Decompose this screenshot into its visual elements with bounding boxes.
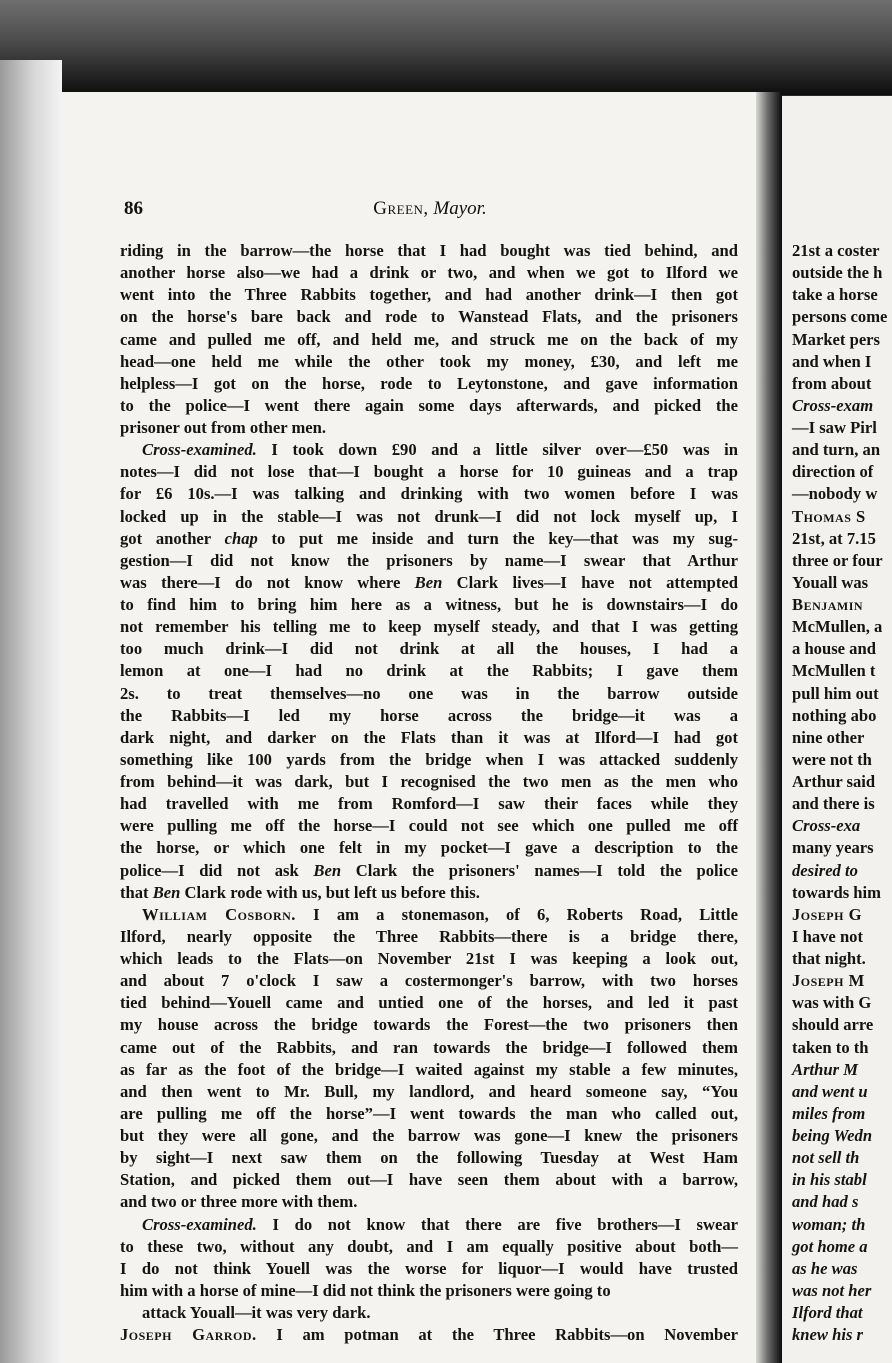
text-segment: Clark the prisoners' names—I told the police <box>341 860 738 880</box>
facing-text-line <box>792 373 892 395</box>
facing-text-line <box>792 1258 892 1280</box>
text-segment: police—I did not ask <box>120 860 314 880</box>
text-segment: I am a stonemason, of 6, Roberts Road, Little <box>295 904 738 924</box>
text-segment: chap <box>224 528 258 548</box>
text-line <box>120 771 738 793</box>
facing-text-line <box>792 506 892 528</box>
text-segment: Ben <box>152 882 181 902</box>
text-line <box>120 329 738 351</box>
facing-text-line <box>792 1214 892 1236</box>
text-segment: prisoner out from other men. <box>120 418 327 437</box>
running-head-name: Green, <box>373 198 429 219</box>
text-segment: Market pers <box>792 329 881 349</box>
text-segment: 21st a coster <box>792 241 880 260</box>
facing-text-line <box>792 417 892 439</box>
text-segment: got home a <box>792 1236 868 1256</box>
facing-text-line <box>792 572 892 594</box>
text-line <box>120 351 738 373</box>
text-line <box>120 948 738 970</box>
text-segment: was not her <box>792 1280 872 1300</box>
text-segment: got another <box>120 528 225 548</box>
text-segment: the horse, or which one felt in my pocket—I gave a description to the <box>120 838 738 858</box>
facing-text-line <box>792 837 892 859</box>
facing-text-line <box>792 594 892 616</box>
text-segment: to find him to bring him here as a witness, but he is downstairs—I do <box>120 595 738 614</box>
text-segment: taken to th <box>792 1037 869 1057</box>
facing-text-line <box>792 1147 892 1169</box>
text-segment: and when I <box>792 351 872 371</box>
text-segment: Ilford that <box>792 1303 863 1322</box>
text-segment: to these two, without any doubt, and I am equally positive about both— <box>120 1236 738 1256</box>
text-segment: towards him <box>792 882 881 902</box>
text-segment: that <box>120 882 153 902</box>
text-line <box>120 1214 738 1236</box>
text-segment: went into the Three Rabbits together, and had another drink—I then got <box>120 285 738 305</box>
book-top-shadow <box>0 0 892 95</box>
text-segment: direction of <box>792 462 874 482</box>
facing-text-line <box>792 860 892 882</box>
facing-text-line <box>792 638 892 660</box>
text-segment: riding in the barrow—the horse that I had bought was tied behind, and <box>120 241 738 260</box>
text-segment: Arthur said <box>792 772 876 791</box>
text-line <box>120 860 738 882</box>
facing-text-line <box>792 1191 892 1213</box>
text-segment: nine other <box>792 727 865 747</box>
text-segment: something like 100 yards from the bridge when I was attacked suddenly <box>120 749 738 769</box>
facing-text-line <box>792 528 892 550</box>
text-segment: outside the h <box>792 263 883 283</box>
text-segment: attack Youall—it was very dark. <box>142 1303 371 1322</box>
text-segment: Benjamin <box>792 595 864 614</box>
text-line <box>120 749 738 771</box>
facing-text-line <box>792 1302 892 1324</box>
text-line <box>120 1280 738 1302</box>
text-line <box>120 417 738 439</box>
facing-text-line <box>792 395 892 417</box>
text-segment: and there is <box>792 794 875 814</box>
text-segment: lemon at one—I had no drink at the Rabbits; I gave them <box>120 661 738 681</box>
text-segment: from behind—it was dark, but I recognised the two men as the men who <box>120 772 738 791</box>
facing-text-line <box>792 904 892 926</box>
facing-text-line <box>792 1081 892 1103</box>
text-line <box>120 904 738 926</box>
text-segment: Station, and picked them out—I have seen them about with a barrow, <box>120 1170 738 1190</box>
facing-text-line <box>792 926 892 948</box>
text-line <box>120 793 738 815</box>
facing-text-line <box>792 1169 892 1191</box>
facing-text-line <box>792 1103 892 1125</box>
text-line <box>120 638 738 660</box>
text-segment: head—one held me while the other took my money, £30, and left me <box>120 351 738 371</box>
facing-text-line <box>792 683 892 705</box>
text-segment: Clark rode with us, but left us before this. <box>180 882 480 902</box>
text-segment: came out of the Rabbits, and ran towards the bridge—I followed them <box>120 1037 738 1057</box>
facing-text-line <box>792 550 892 572</box>
text-segment: and about 7 o'clock I saw a costermonger's barrow, with two horses <box>120 971 738 991</box>
text-segment: woman; th <box>792 1214 866 1234</box>
text-segment: Joseph G <box>792 904 863 924</box>
facing-text-line <box>792 749 892 771</box>
text-line <box>120 815 738 837</box>
text-line <box>120 727 738 749</box>
text-line <box>120 439 738 461</box>
text-segment: Arthur M <box>792 1059 858 1079</box>
facing-text-line <box>792 1037 892 1059</box>
text-segment: from about <box>792 373 872 393</box>
text-line <box>120 882 738 904</box>
text-line <box>120 1147 738 1169</box>
facing-text-line <box>792 240 892 262</box>
text-segment: pull him out <box>792 683 879 703</box>
text-segment: —I saw Pirl <box>792 418 877 437</box>
text-line <box>120 550 738 572</box>
text-segment: tied behind—Youell came and untied one of the horses, and led it past <box>120 993 738 1013</box>
facing-text-line <box>792 970 892 992</box>
text-line <box>120 506 738 528</box>
text-segment: —nobody w <box>792 484 878 504</box>
text-line <box>120 837 738 859</box>
text-line <box>120 705 738 727</box>
text-line <box>120 616 738 638</box>
text-segment: in his stabl <box>792 1170 867 1190</box>
text-segment: not remember his telling me to keep myself steady, and that I was getting <box>120 617 738 637</box>
facing-text-line <box>792 1280 892 1302</box>
text-segment: Joseph M <box>792 971 865 991</box>
text-segment: helpless—I got on the horse, rode to Leytonstone, and gave information <box>120 373 738 393</box>
text-segment: gestion—I did not know the prisoners by name—I swear that Arthur <box>120 550 738 570</box>
text-segment: him with a horse of mine—I did not think the prisoners were going to <box>120 1280 611 1300</box>
text-segment: was with G <box>792 993 872 1013</box>
text-line <box>120 1037 738 1059</box>
text-segment: being Wedn <box>792 1126 873 1145</box>
text-line <box>120 1302 738 1324</box>
page-number: 86 <box>124 198 143 219</box>
text-line <box>120 373 738 395</box>
running-head-title: Mayor. <box>433 198 487 219</box>
facing-text-line <box>792 439 892 461</box>
text-segment: a house and <box>792 639 876 659</box>
facing-text-line <box>792 483 892 505</box>
facing-text-line <box>792 992 892 1014</box>
text-line <box>120 395 738 417</box>
text-segment: notes—I did not lose that—I bought a horse for 10 guineas and a trap <box>120 462 738 482</box>
facing-text-line <box>792 306 892 328</box>
text-segment: and two or three more with them. <box>120 1192 358 1212</box>
text-line <box>120 970 738 992</box>
facing-text-line <box>792 882 892 904</box>
left-page-edge <box>0 60 62 1363</box>
text-segment: are pulling me off the horse”—I went towards the man who called out, <box>120 1103 738 1123</box>
text-segment: that night. <box>792 949 866 968</box>
body-text <box>120 240 738 1346</box>
text-segment: Ben <box>414 572 443 592</box>
text-line <box>120 594 738 616</box>
facing-text-line <box>792 660 892 682</box>
text-segment: Cross-examined. <box>142 440 257 460</box>
facing-text-line <box>792 1324 892 1346</box>
facing-page-text <box>792 240 892 1346</box>
facing-text-line <box>792 793 892 815</box>
text-segment: locked up in the stable—I was not drunk—I did not lock myself up, I <box>120 506 738 526</box>
page-header <box>124 198 736 226</box>
text-line <box>120 1169 738 1191</box>
text-segment: were not th <box>792 749 872 769</box>
text-segment: Joseph Garrod. <box>120 1325 257 1345</box>
facing-text-line <box>792 1125 892 1147</box>
text-segment: Clark lives—I have not attempted <box>442 572 738 592</box>
text-line <box>120 926 738 948</box>
facing-text-line <box>792 948 892 970</box>
text-segment: knew his r <box>792 1325 864 1345</box>
text-line <box>120 240 738 262</box>
text-line <box>120 683 738 705</box>
facing-text-line <box>792 705 892 727</box>
text-segment: persons come <box>792 307 888 327</box>
text-segment: William Cosborn. <box>142 904 296 924</box>
text-segment: was there—I do not know where <box>120 572 415 592</box>
text-segment: my house across the bridge towards the Forest—the two prisoners then <box>120 1015 738 1035</box>
text-segment: had travelled with me from Romford—I saw their faces while they <box>120 794 738 814</box>
text-line <box>120 1258 738 1280</box>
running-head <box>124 198 736 220</box>
text-segment: dark night, and darker on the Flats than it was at Ilford—I had got <box>120 727 738 747</box>
text-segment: I do not think Youell was the worse for liquor—I would have trusted <box>120 1258 738 1278</box>
text-segment: 21st, at 7.15 <box>792 528 876 548</box>
facing-text-line <box>792 771 892 793</box>
text-line <box>120 262 738 284</box>
text-line <box>120 1014 738 1036</box>
text-line <box>120 1191 738 1213</box>
text-segment: another horse also—we had a drink or two, and when we got to Ilford we <box>120 263 738 283</box>
facing-text-line <box>792 727 892 749</box>
text-segment: to put me inside and turn the key—that was my sug- <box>257 528 738 548</box>
facing-text-line <box>792 329 892 351</box>
text-segment: McMullen t <box>792 661 876 681</box>
text-line <box>120 1324 738 1346</box>
text-segment: were pulling me off the horse—I could not see which one pulled me off <box>120 816 738 836</box>
text-segment: and had s <box>792 1192 859 1212</box>
facing-text-line <box>792 616 892 638</box>
text-segment: for £6 10s.—I was talking and drinking with two women before I was <box>120 484 738 504</box>
text-line <box>120 1236 738 1258</box>
text-segment: which leads to the Flats—on November 21st I was keeping a look out, <box>120 949 738 968</box>
text-line <box>120 306 738 328</box>
text-segment: three or four <box>792 550 883 570</box>
text-segment: should arre <box>792 1015 874 1035</box>
text-segment: Ilford, nearly opposite the Three Rabbits—there is a bridge there, <box>120 926 738 946</box>
text-segment: McMullen, a <box>792 617 883 637</box>
text-segment: miles from <box>792 1103 866 1123</box>
text-segment: but they were all gone, and the barrow was gone—I knew the prisoners <box>120 1126 738 1145</box>
text-line <box>120 461 738 483</box>
text-segment: desired to <box>792 860 858 880</box>
text-segment: came and pulled me off, and held me, and struck me on the back of my <box>120 329 738 349</box>
text-segment: the Rabbits—I led my horse across the bridge—it was a <box>120 705 738 725</box>
text-line <box>120 483 738 505</box>
text-line <box>120 992 738 1014</box>
text-line <box>120 660 738 682</box>
text-line <box>120 1125 738 1147</box>
text-segment: many years <box>792 838 874 858</box>
text-line <box>120 284 738 306</box>
text-segment: take a horse <box>792 285 878 305</box>
facing-text-line <box>792 1059 892 1081</box>
text-segment: by sight—I next saw them on the following Tuesday at West Ham <box>120 1148 738 1168</box>
text-line <box>120 572 738 594</box>
facing-text-line <box>792 262 892 284</box>
text-segment: and turn, an <box>792 440 881 460</box>
facing-text-line <box>792 461 892 483</box>
facing-text-line <box>792 284 892 306</box>
text-segment: as far as the foot of the bridge—I waited against my stable a few minutes, <box>120 1059 738 1079</box>
text-line <box>120 528 738 550</box>
text-segment: Cross-exa <box>792 816 861 836</box>
facing-text-line <box>792 1014 892 1036</box>
facing-text-line <box>792 815 892 837</box>
text-segment: not sell th <box>792 1148 860 1168</box>
text-segment: I have not <box>792 926 863 946</box>
text-segment: I took down £90 and a little silver over—£50 was in <box>256 440 738 460</box>
text-segment: 2s. to treat themselves—no one was in the barrow outside <box>120 683 738 703</box>
text-segment: as he was <box>792 1258 858 1278</box>
text-segment: Thomas S <box>792 506 866 526</box>
text-segment: to the police—I went there again some days afterwards, and picked the <box>120 395 738 415</box>
text-segment: on the horse's bare back and rode to Wanstead Flats, and the prisoners <box>120 307 738 327</box>
facing-text-line <box>792 351 892 373</box>
text-segment: Cross-exam <box>792 395 874 415</box>
text-segment: Cross-examined. <box>142 1214 257 1234</box>
text-segment: Youall was <box>792 572 869 592</box>
text-line <box>120 1103 738 1125</box>
text-segment: I am potman at the Three Rabbits—on November <box>256 1325 738 1345</box>
text-segment: I do not know that there are five brothers—I swear <box>256 1214 738 1234</box>
text-segment: too much drink—I did not drink at all the houses, I had a <box>120 639 738 659</box>
text-segment: and then went to Mr. Bull, my landlord, and heard someone say, “You <box>120 1081 738 1101</box>
text-line <box>120 1059 738 1081</box>
facing-text-line <box>792 1236 892 1258</box>
text-segment: and went u <box>792 1081 868 1101</box>
book-gutter <box>756 92 782 1363</box>
text-line <box>120 1081 738 1103</box>
text-segment: nothing abo <box>792 705 877 725</box>
text-segment: Ben <box>313 860 342 880</box>
